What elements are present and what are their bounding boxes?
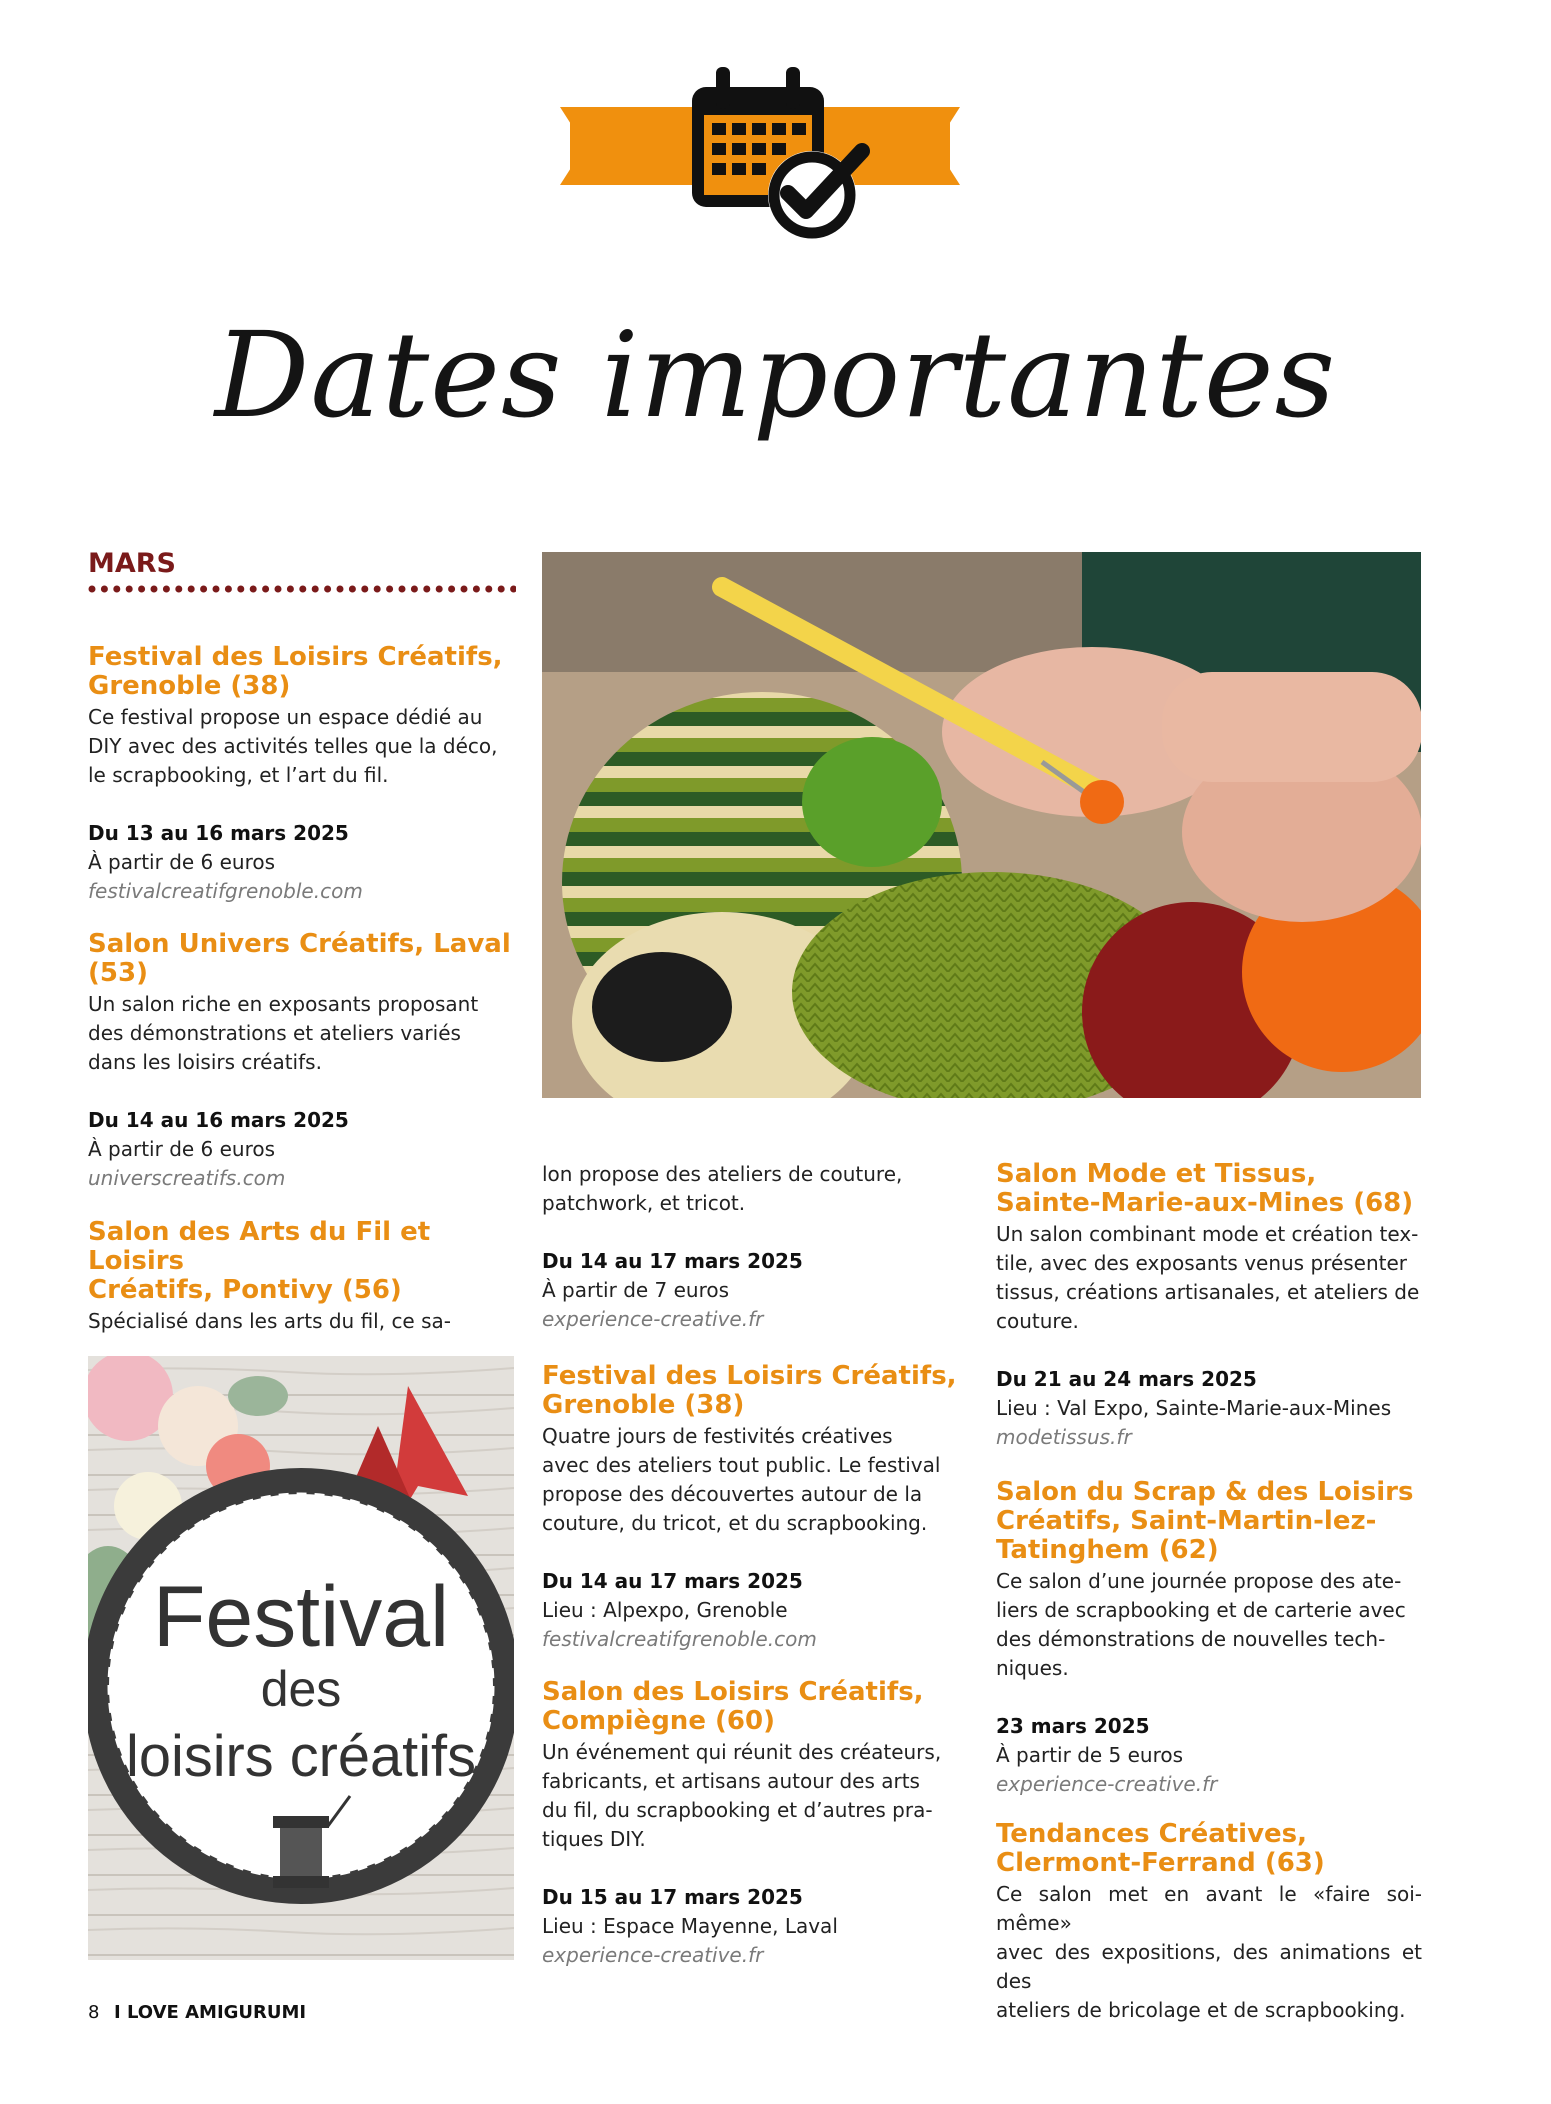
event-title: Festival des Loisirs Créatifs, Grenoble (38) bbox=[88, 642, 503, 701]
event-description: lon propose des ateliers de couture, patchwork, et tricot. bbox=[542, 1162, 903, 1215]
event-card bbox=[542, 1678, 968, 1970]
event-card-continued bbox=[542, 1160, 968, 1334]
month-heading: MARS bbox=[88, 548, 177, 579]
event-description: Spécialisé dans les arts du fil, ce sa- bbox=[88, 1309, 451, 1333]
event-date: Du 21 au 24 mars 2025 bbox=[996, 1367, 1257, 1391]
festival-poster-image bbox=[88, 1356, 514, 1960]
event-description: Ce salon d’une journée propose des ate- liers de scrapbooking et de carterie avec des démonstrations de nouvelles tech- niques. bbox=[996, 1569, 1406, 1680]
poster-line1: Festival bbox=[152, 1569, 450, 1665]
event-website-link[interactable]: experience-creative.fr bbox=[542, 1307, 764, 1331]
event-card bbox=[996, 1820, 1422, 2025]
event-card bbox=[996, 1160, 1422, 1452]
event-description: Un salon combinant mode et création tex- tile, avec des exposants venus présenter tissus, créations artisanales, et ateliers de couture. bbox=[996, 1222, 1420, 1333]
event-price: À partir de 6 euros bbox=[88, 1137, 276, 1161]
event-date: Du 15 au 17 mars 2025 bbox=[542, 1885, 803, 1909]
event-website-link[interactable]: experience-creative.fr bbox=[542, 1943, 764, 1967]
event-date: 23 mars 2025 bbox=[996, 1714, 1150, 1738]
poster-line3: loisirs créatifs bbox=[126, 1724, 476, 1789]
event-description: Un salon riche en exposants proposant des démonstrations et ateliers variés dans les loisirs créatifs. bbox=[88, 992, 479, 1074]
event-location: Lieu : Espace Mayenne, Laval bbox=[542, 1914, 838, 1938]
event-price: À partir de 6 euros bbox=[88, 850, 276, 874]
event-date: Du 14 au 17 mars 2025 bbox=[542, 1249, 803, 1273]
event-price: À partir de 7 euros bbox=[542, 1278, 730, 1302]
event-card bbox=[88, 930, 514, 1193]
event-title: Festival des Loisirs Créatifs, Grenoble (38) bbox=[542, 1361, 957, 1420]
event-date: Du 14 au 16 mars 2025 bbox=[88, 1108, 349, 1132]
event-card bbox=[88, 643, 514, 906]
event-website-link[interactable]: festivalcreatifgrenoble.com bbox=[88, 879, 363, 903]
event-card bbox=[88, 1218, 514, 1336]
event-description: Ce festival propose un espace dédié au DIY avec des activités telles que la déco, le scrapbooking, et l’art du fil. bbox=[88, 705, 498, 787]
event-location: Lieu : Alpexpo, Grenoble bbox=[542, 1598, 788, 1622]
event-title: Tendances Créatives, Clermont-Ferrand (63) bbox=[996, 1819, 1325, 1878]
event-card bbox=[996, 1478, 1422, 1799]
event-title: Salon des Arts du Fil et Loisirs Créatifs, Pontivy (56) bbox=[88, 1217, 431, 1305]
event-website-link[interactable]: experience-creative.fr bbox=[996, 1772, 1218, 1796]
event-date: Du 13 au 16 mars 2025 bbox=[88, 821, 349, 845]
crochet-photo bbox=[542, 552, 1421, 1098]
magazine-name: I LOVE AMIGURUMI bbox=[114, 2002, 307, 2023]
event-price: À partir de 5 euros bbox=[996, 1743, 1184, 1767]
poster-line2: des bbox=[260, 1661, 342, 1717]
event-description: Quatre jours de festivités créatives avec des ateliers tout public. Le festival propose des découvertes autour de la couture, du tricot, et du scrapbooking. bbox=[542, 1424, 941, 1535]
event-website-link[interactable]: modetissus.fr bbox=[996, 1425, 1132, 1449]
event-location: Lieu : Val Expo, Sainte-Marie-aux-Mines bbox=[996, 1396, 1392, 1420]
calendar-check-icon bbox=[540, 55, 980, 255]
event-title: Salon Mode et Tissus, Sainte-Marie-aux-Mines (68) bbox=[996, 1159, 1414, 1218]
event-website-link[interactable]: festivalcreatifgrenoble.com bbox=[542, 1627, 817, 1651]
event-title: Salon Univers Créatifs, Laval (53) bbox=[88, 929, 511, 988]
dotted-divider bbox=[88, 584, 516, 594]
event-title: Salon des Loisirs Créatifs, Compiègne (60) bbox=[542, 1677, 924, 1736]
page-number: 8 bbox=[88, 2002, 100, 2023]
event-title: Salon du Scrap & des Loisirs Créatifs, Saint-Martin-lez- Tatinghem (62) bbox=[996, 1477, 1414, 1565]
event-description: Ce salon met en avant le «faire soi-même» avec des expositions, des animations et des ateliers de bricolage et de scrapbooking. bbox=[996, 1882, 1422, 2022]
event-date: Du 14 au 17 mars 2025 bbox=[542, 1569, 803, 1593]
event-description: Un événement qui réunit des créateurs, fabricants, et artisans autour des arts du fil, du scrapbooking et d’autres pra- tiques DIY. bbox=[542, 1740, 942, 1851]
page-title: Dates importantes bbox=[214, 306, 1337, 444]
event-card bbox=[542, 1362, 968, 1654]
event-website-link[interactable]: universcreatifs.com bbox=[88, 1166, 286, 1190]
